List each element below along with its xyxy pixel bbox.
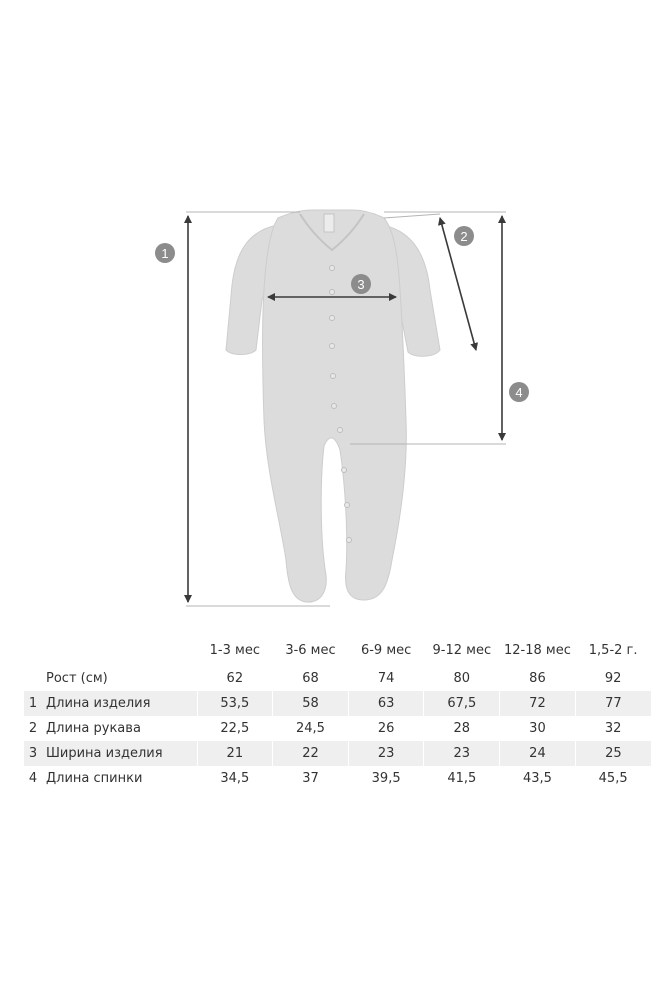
row-label: Ширина изделия <box>42 741 197 766</box>
row-number: 4 <box>28 771 38 786</box>
table-row-total-length <box>24 691 651 716</box>
table-cell: 92 <box>604 671 622 686</box>
table-cell: 86 <box>529 671 546 686</box>
row-number: 1 <box>24 691 42 716</box>
sleepsuit-illustration <box>226 210 440 602</box>
size-column-header: 3-6 мес <box>285 642 336 658</box>
size-header-row <box>24 634 651 666</box>
table-cell: 28 <box>453 721 471 736</box>
table-cell: 41,5 <box>447 771 477 786</box>
size-column-header: 1-3 мес <box>209 642 260 658</box>
svg-text:1: 1 <box>161 246 169 261</box>
table-cell: 23 <box>424 741 500 766</box>
table-cell: 22,5 <box>220 721 250 736</box>
table-row-width <box>24 741 651 766</box>
row-number: 2 <box>28 721 38 736</box>
table-row-back-length <box>24 766 651 791</box>
row-label: Рост (см) <box>46 671 108 686</box>
marker-3 <box>351 274 371 294</box>
table-cell: 22 <box>273 741 349 766</box>
table-cell: 77 <box>575 691 651 716</box>
table-cell: 34,5 <box>220 771 250 786</box>
row-number: 3 <box>24 741 42 766</box>
table-cell: 23 <box>348 741 424 766</box>
size-column-header: 1,5-2 г. <box>588 642 638 658</box>
size-column-header: 9-12 мес <box>432 642 492 658</box>
table-cell: 74 <box>377 671 395 686</box>
svg-text:2: 2 <box>460 229 468 244</box>
table-cell: 45,5 <box>598 771 628 786</box>
table-cell: 32 <box>604 721 622 736</box>
row-label: Длина изделия <box>42 691 197 716</box>
table-cell: 43,5 <box>522 771 552 786</box>
row-label: Длина спинки <box>46 771 143 786</box>
table-cell: 24,5 <box>296 721 325 736</box>
header-spacer <box>42 634 197 666</box>
table-cell: 24 <box>500 741 576 766</box>
table-cell: 30 <box>529 721 546 736</box>
marker-1 <box>155 243 175 263</box>
table-cell: 37 <box>302 771 319 786</box>
marker-2 <box>454 226 474 246</box>
table-cell: 67,5 <box>424 691 500 716</box>
size-chart-table <box>24 634 651 791</box>
table-cell: 62 <box>226 671 244 686</box>
table-cell: 80 <box>453 671 471 686</box>
table-cell: 68 <box>302 671 319 686</box>
header-spacer <box>24 634 42 666</box>
row-label: Длина рукава <box>46 721 141 736</box>
table-cell: 72 <box>500 691 576 716</box>
table-cell: 25 <box>575 741 651 766</box>
table-row-sleeve-length <box>24 716 651 741</box>
size-column-header: 6-9 мес <box>360 642 412 658</box>
label-tag <box>324 214 334 232</box>
table-row-height <box>24 666 651 691</box>
svg-text:3: 3 <box>357 277 365 292</box>
table-cell: 63 <box>348 691 424 716</box>
row-number <box>24 666 42 691</box>
size-column-header: 12-18 мес <box>504 642 571 658</box>
table-cell: 26 <box>377 721 395 736</box>
table-cell: 53,5 <box>197 691 273 716</box>
table-cell: 21 <box>197 741 273 766</box>
table-cell: 58 <box>273 691 349 716</box>
svg-text:4: 4 <box>515 385 523 400</box>
table-cell: 39,5 <box>371 771 401 786</box>
marker-4 <box>509 382 529 402</box>
